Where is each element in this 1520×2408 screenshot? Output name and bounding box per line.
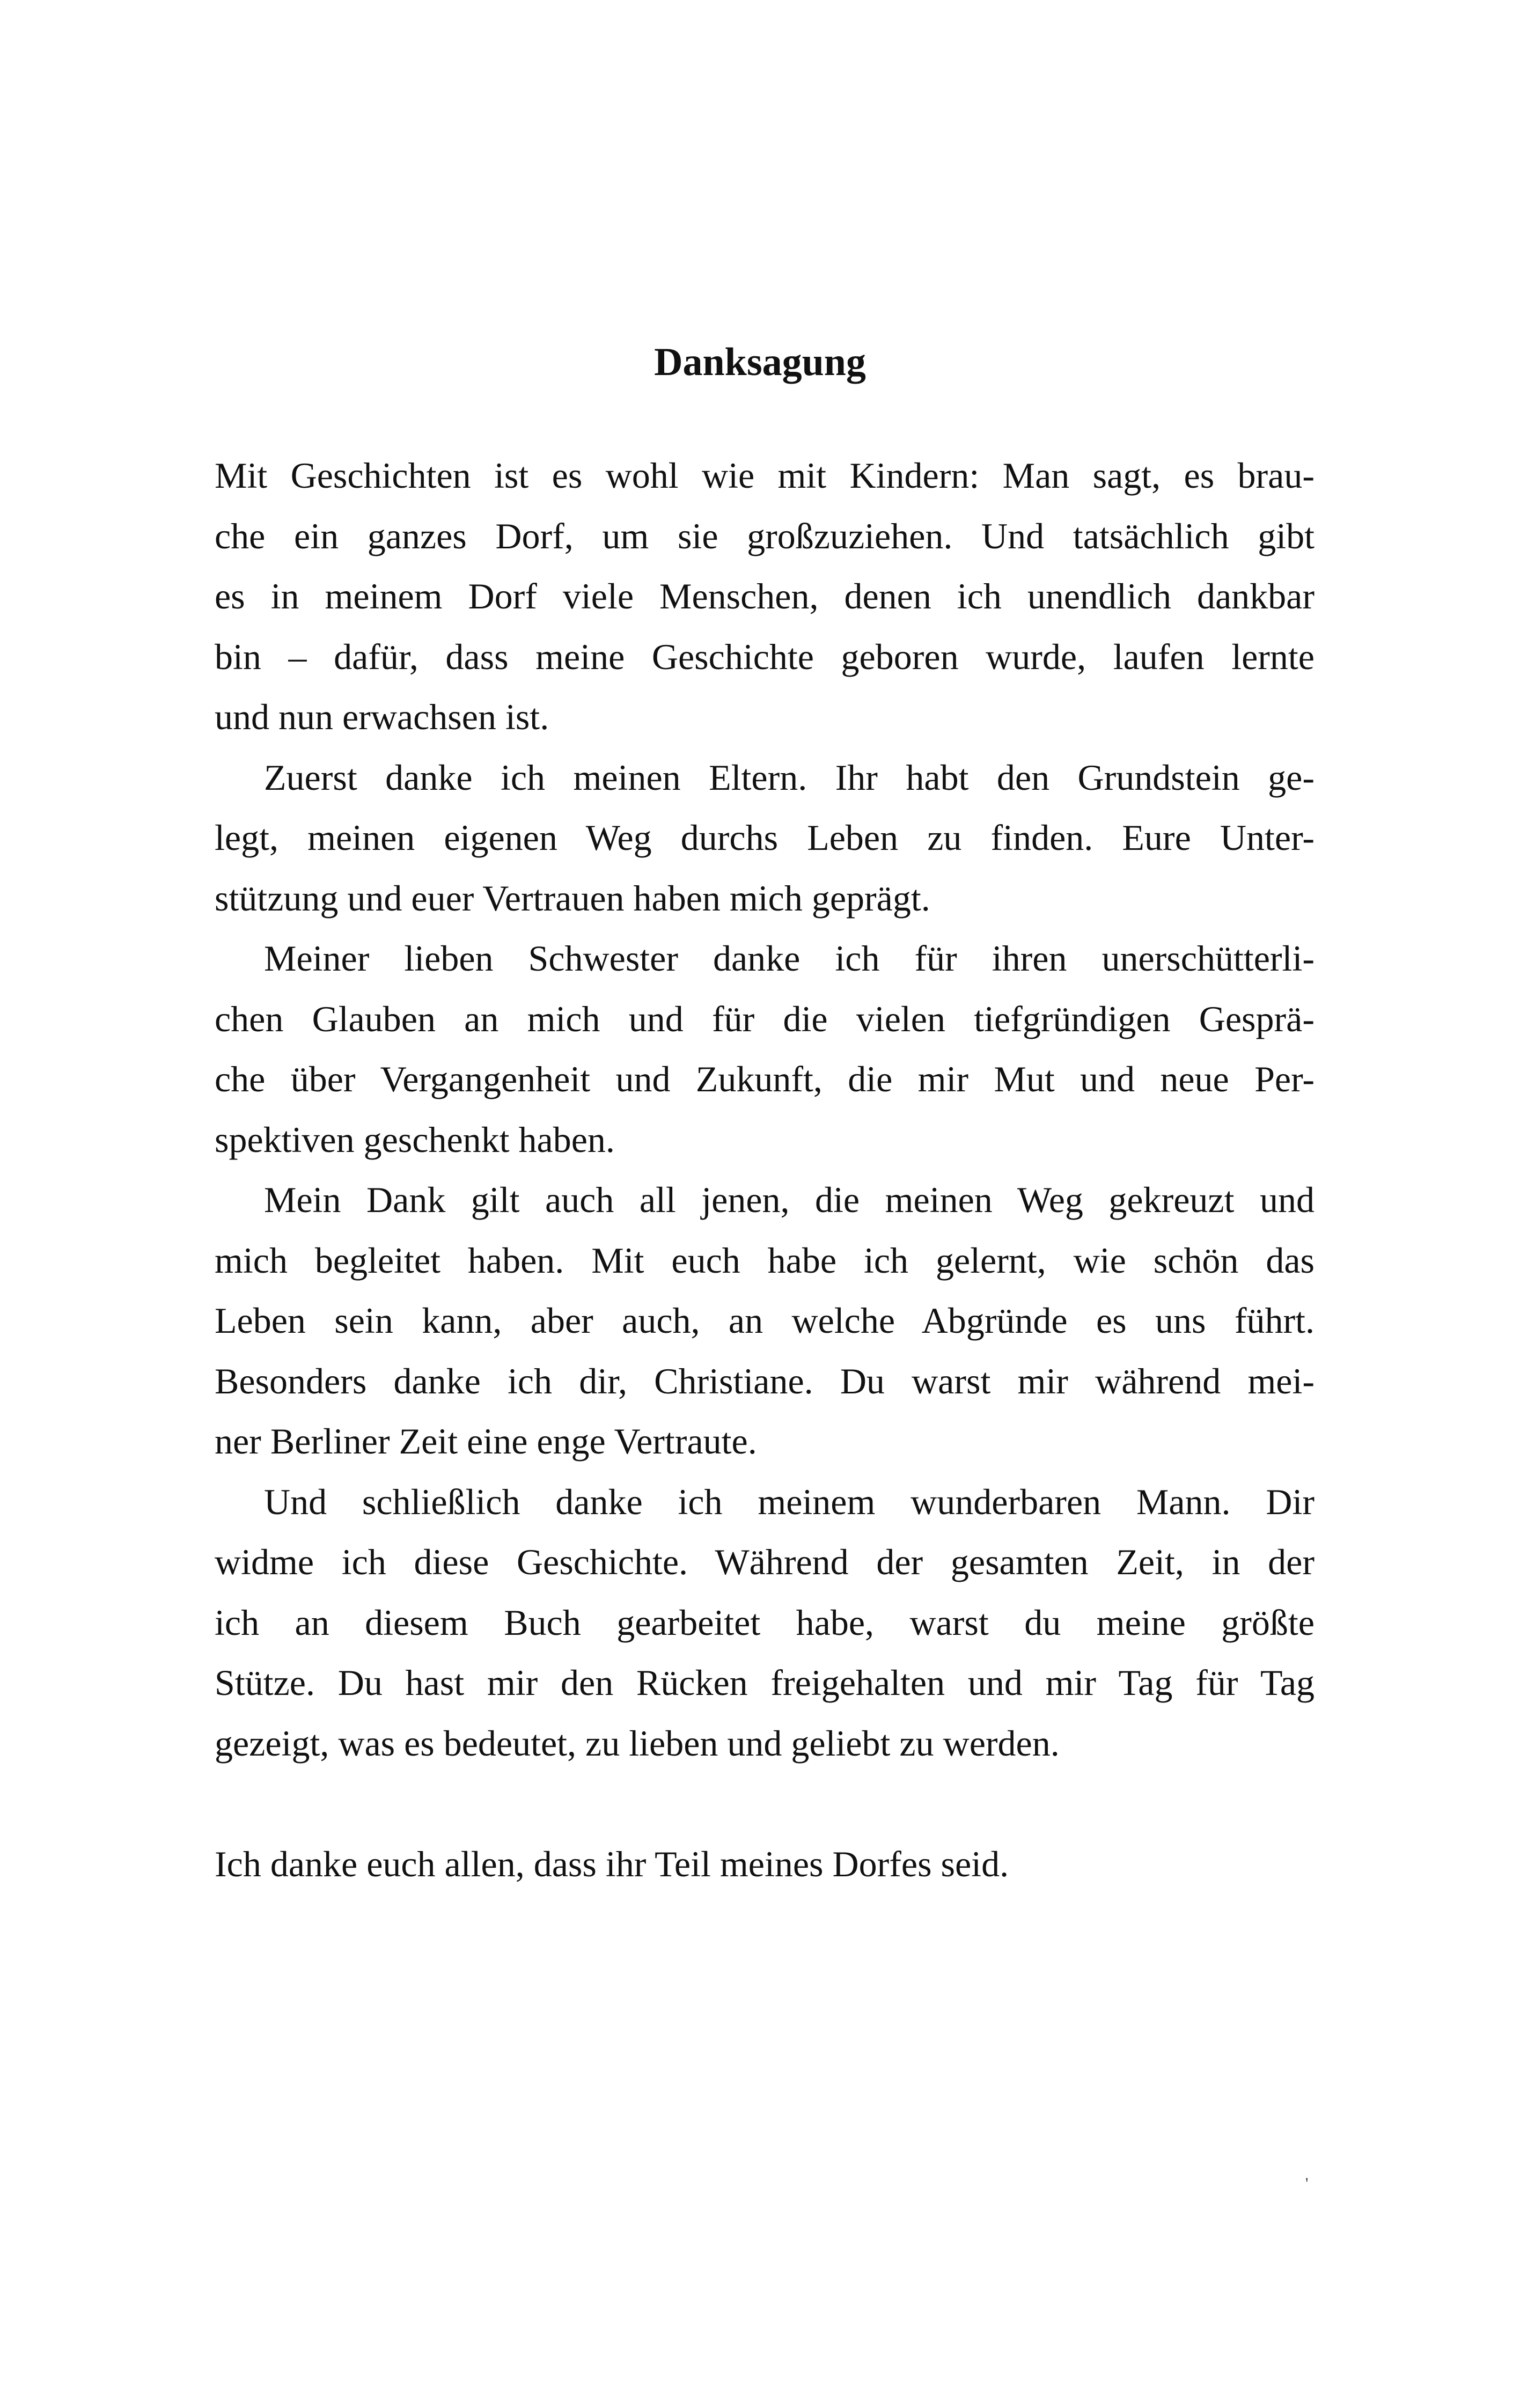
text-line: che ein ganzes Dorf, um sie großzuziehen. Und tatsächlich gibt [215, 515, 1315, 556]
paragraph-gap [215, 1773, 1315, 1834]
text-line: Mein Dank gilt auch all jenen, die meinen Weg gekreuzt und [264, 1179, 1315, 1220]
text-line: spektiven geschenkt haben. [215, 1119, 615, 1160]
text-line: gezeigt, was es bedeutet, zu lieben und geliebt zu werden. [215, 1722, 1060, 1764]
text-line: stützung und euer Vertrauen haben mich geprägt. [215, 877, 930, 919]
page-title: Danksagung [654, 340, 866, 384]
text-line: Besonders danke ich dir, Christiane. Du warst mir während mei- [215, 1360, 1315, 1401]
text-line: Und schließlich danke ich meinem wunderbaren Mann. Dir [264, 1481, 1315, 1522]
page-mark: ' [1305, 2175, 1309, 2192]
acknowledgements-text [215, 445, 1315, 1894]
text-line: widme ich diese Geschichte. Während der gesamten Zeit, in der [215, 1541, 1315, 1582]
text-line: chen Glauben an mich und für die vielen tiefgründigen Gesprä- [215, 998, 1315, 1039]
text-line: Mit Geschichten ist es wohl wie mit Kindern: Man sagt, es brau- [215, 455, 1315, 496]
text-line: Leben sein kann, aber auch, an welche Abgründe es uns führt. [215, 1300, 1315, 1341]
text-line: Zuerst danke ich meinen Eltern. Ihr habt den Grundstein ge- [264, 757, 1315, 798]
text-line: ich an diesem Buch gearbeitet habe, warst du meine größte [215, 1602, 1315, 1643]
text-line: es in meinem Dorf viele Menschen, denen ich unendlich dankbar [215, 576, 1315, 616]
text-line: che über Vergangenheit und Zukunft, die mir Mut und neue Per- [215, 1059, 1315, 1099]
closing-line: Ich danke euch allen, dass ihr Teil meines Dorfes seid. [215, 1843, 1009, 1884]
text-line: mich begleitet haben. Mit euch habe ich gelernt, wie schön das [215, 1239, 1315, 1281]
text-line: Meiner lieben Schwester danke ich für ihren unerschütterli- [264, 938, 1315, 979]
text-line: legt, meinen eigenen Weg durchs Leben zu finden. Eure Unter- [215, 817, 1315, 858]
text-line: und nun erwachsen ist. [215, 696, 549, 737]
text-line: ner Berliner Zeit eine enge Vertraute. [215, 1421, 757, 1462]
text-line: Stütze. Du hast mir den Rücken freigehalten und mir Tag für Tag [215, 1662, 1315, 1703]
text-line: bin – dafür, dass meine Geschichte geboren wurde, laufen lernte [215, 636, 1315, 677]
